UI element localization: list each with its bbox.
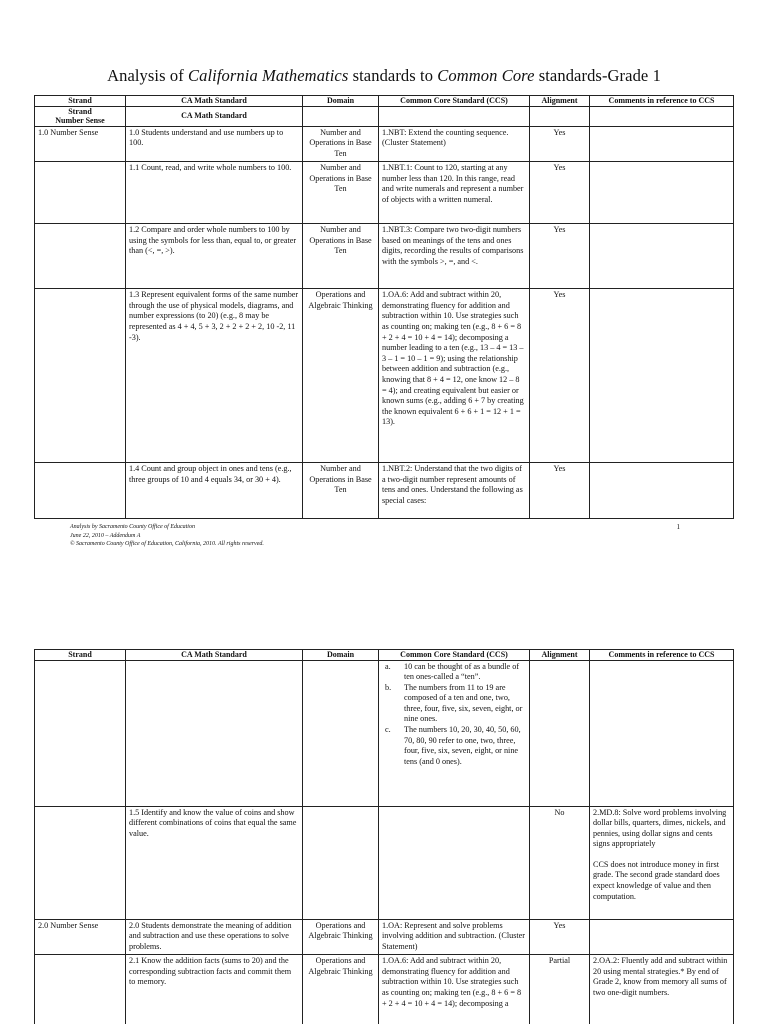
cell-comments <box>590 289 734 463</box>
cell-domain: Number and Operations in Base Ten <box>303 162 379 224</box>
cell-ccs <box>379 806 530 919</box>
table-row <box>35 955 734 1024</box>
cell-strand: 1.0 Number Sense <box>35 126 126 162</box>
page-number: 1 <box>676 523 680 531</box>
subheader-strand: Strand Number Sense <box>35 106 126 126</box>
cell-ccs: 1.NBT.1: Count to 120, starting at any number less than 120. In this range, read and write numerals and represent a number of objects with a written numeral. <box>379 162 530 224</box>
cell-domain: Operations and Algebraic Thinking <box>303 919 379 955</box>
list-item: c. The numbers 10, 20, 30, 40, 50, 60, 70, 80, 90 refer to one, two, three, four, five, six, seven, eight, or nine tens (and 0 ones). <box>385 725 521 766</box>
cell-alignment: Yes <box>530 919 590 955</box>
cell-domain: Number and Operations in Base Ten <box>303 463 379 519</box>
header-domain: Domain <box>303 96 379 107</box>
cell-ca: 1.0 Students understand and use numbers up to 100. <box>126 126 303 162</box>
cell-alignment: Yes <box>530 224 590 289</box>
header-ccs: Common Core Standard (CCS) <box>379 96 530 107</box>
cell-comments <box>590 162 734 224</box>
page-footer <box>70 523 680 549</box>
list-item: a. 10 can be thought of as a bundle of ten ones-called a “ten”. <box>385 661 520 682</box>
table-header-row <box>35 96 734 107</box>
page-title: Analysis of California Mathematics standards to Common Core standards-Grade 1 <box>107 66 661 85</box>
cell-alignment: Partial <box>530 955 590 1024</box>
cell-comments: 2.MD.8: Solve word problems involving dollar bills, quarters, dimes, nickels, and pennies, using dollar signs and cents signs appropriately CCS does not introduce money in first grade. The second grade standard does expect knowledge of value and then computation. <box>590 806 734 919</box>
cell-strand <box>35 806 126 919</box>
header-strand: Strand <box>35 650 126 661</box>
cell-strand <box>35 463 126 519</box>
cell-domain <box>303 806 379 919</box>
cell-domain: Operations and Algebraic Thinking <box>303 955 379 1024</box>
cell-ca: 2.0 Students demonstrate the meaning of addition and subtraction and use these operations to solve problems. <box>126 919 303 955</box>
cell-domain: Number and Operations in Base Ten <box>303 126 379 162</box>
header-ca-standard: CA Math Standard <box>126 650 303 661</box>
special-cases-list <box>382 662 526 768</box>
cell-ca: 1.2 Compare and order whole numbers to 100 by using the symbols for less than, equal to, or greater than (<, =, >). <box>126 224 303 289</box>
cell-ccs-continued-list <box>379 660 530 806</box>
table-row <box>35 162 734 224</box>
standards-table-page-1 <box>34 95 734 519</box>
header-comments: Comments in reference to CCS <box>590 96 734 107</box>
cell-ccs: 1.OA: Represent and solve problems involving addition and subtraction. (Cluster Statement) <box>379 919 530 955</box>
header-comments: Comments in reference to CCS <box>590 650 734 661</box>
cell-domain: Operations and Algebraic Thinking <box>303 289 379 463</box>
header-strand: Strand <box>35 96 126 107</box>
cell-alignment: Yes <box>530 162 590 224</box>
cell-ca: 1.4 Count and group object in ones and tens (e.g., three groups of 10 and 4 equals 34, or 30 + 4). <box>126 463 303 519</box>
cell-ca: 1.5 Identify and know the value of coins and show different combinations of coins that equal the same value. <box>126 806 303 919</box>
cell-ca: 2.1 Know the addition facts (sums to 20) and the corresponding subtraction facts and commit them to memory. <box>126 955 303 1024</box>
cell-ccs: 1.OA.6: Add and subtract within 20, demonstrating fluency for addition and subtraction within 10. Use strategies such as counting on; making ten (e.g., 8 + 6 = 8 + 2 + 4 = 10 + 4 = 14); decomposing a number leading to a ten (e.g., 13 – 4 = 13 – 3 – 1 = 10 – 1 = 9); using the relationship between addition and subtraction (e.g., knowing that 8 + 4 = 12, one know 12 – 8 = 4); and creating equivalent but easier or known sums (e.g., adding 6 + 7 by creating the known equivalent 6 + 6 + 1 = 12 + 1 = 13). <box>379 289 530 463</box>
cell-ca: 1.1 Count, read, and write whole numbers to 100. <box>126 162 303 224</box>
header-ca-standard: CA Math Standard <box>126 96 303 107</box>
cell-comments <box>590 463 734 519</box>
cell-ca: 1.3 Represent equivalent forms of the same number through the use of physical models, diagrams, and number expressions (to 20) (e.g., 8 may be represented as 4 + 4, 5 + 3, 2 + 2 + 2 + 2, 10 -2, 11 -3). <box>126 289 303 463</box>
cell-strand: 2.0 Number Sense <box>35 919 126 955</box>
cell-strand <box>35 955 126 1024</box>
header-domain: Domain <box>303 650 379 661</box>
footer-copyright: © Sacramento County Office of Education, California, 2010. All rights reserved. <box>70 541 264 547</box>
header-alignment: Alignment <box>530 650 590 661</box>
table-row <box>35 919 734 955</box>
cell-alignment: Yes <box>530 463 590 519</box>
table-row <box>35 660 734 806</box>
subheader-ca-standard: CA Math Standard <box>126 106 303 126</box>
cell-strand <box>35 289 126 463</box>
table-header-row <box>35 650 734 661</box>
cell-comments <box>590 919 734 955</box>
cell-comments: 2.OA.2: Fluently add and subtract within 20 using mental strategies.* By end of Grade 2, know from memory all sums of two one-digit numbers. <box>590 955 734 1024</box>
table-row <box>35 224 734 289</box>
cell-alignment: Yes <box>530 289 590 463</box>
cell-comments <box>590 224 734 289</box>
standards-table-page-2 <box>34 649 734 1024</box>
cell-alignment: Yes <box>530 126 590 162</box>
cell-strand <box>35 224 126 289</box>
table-row <box>35 463 734 519</box>
table-row <box>35 806 734 919</box>
table-row <box>35 289 734 463</box>
cell-ccs: 1.NBT.2: Understand that the two digits of a two-digit number represent amounts of tens and ones. Understand the following as special cases: <box>379 463 530 519</box>
cell-domain: Number and Operations in Base Ten <box>303 224 379 289</box>
header-ccs: Common Core Standard (CCS) <box>379 650 530 661</box>
header-alignment: Alignment <box>530 96 590 107</box>
cell-comments <box>590 126 734 162</box>
cell-ccs: 1.NBT.3: Compare two two-digit numbers based on meanings of the tens and ones digits, recording the results of comparisons with the symbols >, =, and <. <box>379 224 530 289</box>
cell-ccs: 1.NBT: Extend the counting sequence. (Cluster Statement) <box>379 126 530 162</box>
cell-ccs: 1.OA.6: Add and subtract within 20, demonstrating fluency for addition and subtraction within 10. Use strategies such as counting on; making ten (e.g., 8 + 6 = 8 + 2 + 4 = 10 + 4 = 14); decomposing a <box>379 955 530 1024</box>
list-item: b. The numbers from 11 to 19 are composed of a ten and one, two, three, four, five, six, seven, eight, or nine ones. <box>385 682 523 724</box>
footer-analysis-credit: Analysis by Sacramento County Office of Education <box>70 524 195 530</box>
cell-strand <box>35 162 126 224</box>
cell-alignment: No <box>530 806 590 919</box>
table-subheader-row <box>35 106 734 126</box>
footer-date: June 22, 2010 – Addendum A <box>70 532 141 539</box>
table-row <box>35 126 734 162</box>
